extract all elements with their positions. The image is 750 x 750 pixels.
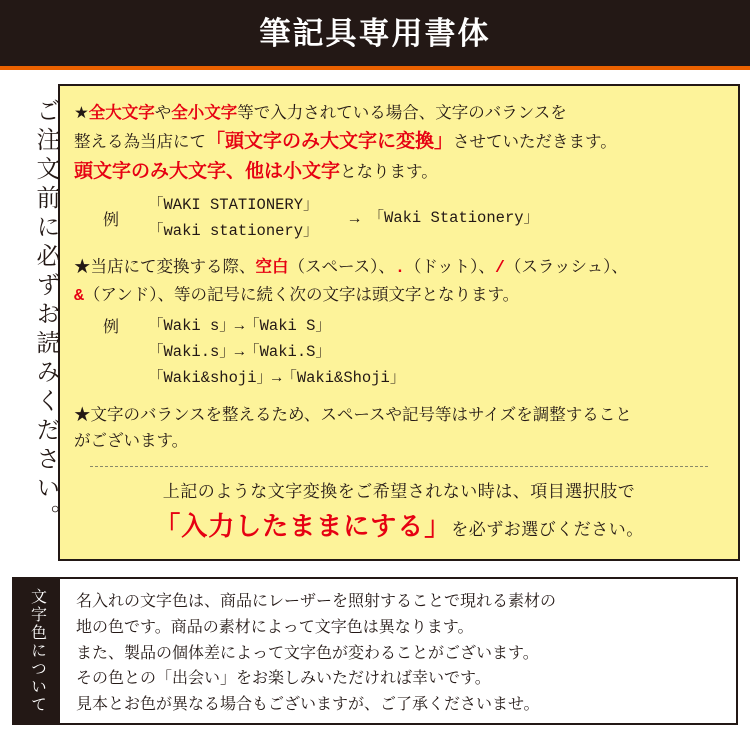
section1-example-left <box>148 193 319 244</box>
list-item: 「Waki.s」→「Waki.S」 <box>148 342 331 361</box>
section1-example-label: 例 <box>102 212 119 230</box>
section3-line2: がございます。 <box>74 431 189 451</box>
color-note-label: 文字色について <box>14 579 60 723</box>
section1-line1-star: ★ <box>74 103 89 122</box>
section3-line1: ★文字のバランスを整えるため、スペースや記号等はサイズを調整すること <box>74 404 632 424</box>
vertical-caption: ご注文前に必ずお読みください。 <box>32 98 58 533</box>
color-note-line: 見本とお色が異なる場合もございますが、ご了承くださいませ。 <box>76 696 540 714</box>
section2-line2-tail: （アンド）、等の記号に続く次の文字は頭文字となります。 <box>83 285 520 305</box>
section2-example-label: 例 <box>102 318 119 336</box>
closing-line2-tail: を必ずお選びください。 <box>451 519 644 539</box>
section2-line1-d: （スラッシュ）、 <box>504 257 628 277</box>
section1-line1-mid: や <box>154 103 172 122</box>
section1-line2-head: 整える為当店にて <box>74 131 206 151</box>
section1-line1-tail: 等で入力されている場合、文字のバランスを <box>237 103 567 122</box>
section2-line1-head: ★当店にて変換する際、 <box>74 257 256 277</box>
section2-line2-red: & <box>74 286 84 306</box>
color-note-line: また、製品の個体差によって文字色が変わることがございます。 <box>76 644 539 662</box>
color-note-line: その色との「出会い」をお楽しみいただければ幸いです。 <box>76 670 491 688</box>
section2-line1-c: （ドット）、 <box>404 257 495 277</box>
closing-line2 <box>74 506 724 543</box>
closing-emphasis: 「入力したままにする」 <box>154 511 452 541</box>
section1-line1-red1: 全大文字 <box>88 103 155 122</box>
section1-line3-tail: となります。 <box>340 161 438 181</box>
section2-example <box>74 313 724 392</box>
color-note-body <box>60 579 736 723</box>
section1-line3 <box>74 157 724 187</box>
section1-example-left-line2: 「waki stationery」 <box>148 221 319 240</box>
section2-line1-red1: 空白 <box>255 257 289 277</box>
color-note-section <box>12 577 738 725</box>
header-bar <box>0 0 750 66</box>
list-item: 「Waki s」→「Waki S」 <box>148 316 331 335</box>
list-item: 「Waki&shoji」→「Waki&Shoji」 <box>148 369 406 388</box>
section1-line1-red2: 全小文字 <box>171 103 238 122</box>
section2-example-lines <box>148 313 405 392</box>
section2-line1 <box>74 254 724 281</box>
section2-line1-red2: . <box>394 258 405 278</box>
notice-box <box>58 84 740 561</box>
section2-line1-b: （スペース）、 <box>288 257 395 277</box>
section1-example-left-line1: 「WAKI STATIONERY」 <box>148 196 319 215</box>
notice-section <box>0 70 750 561</box>
section1-line2-red: 「頭文字のみ大文字に変換」 <box>206 130 454 152</box>
divider <box>90 466 708 467</box>
color-note-line: 地の色です。商品の素材によって文字色は異なります。 <box>76 618 474 636</box>
page-title: 筆記具専用書体 <box>259 15 491 51</box>
section2-line1-red3: / <box>494 258 505 278</box>
section1-example-right: 「Waki Stationery」 <box>368 209 540 228</box>
color-note-line: 名入れの文字色は、商品にレーザーを照射することで現れる素材の <box>76 592 557 610</box>
section1-line3-red: 頭文字のみ大文字、他は小文字 <box>74 160 341 182</box>
section1-arrow-icon: → <box>346 209 363 227</box>
section1-example <box>74 193 724 244</box>
section1-line2-tail: させていただきます。 <box>453 131 617 151</box>
section1-line2 <box>74 127 724 157</box>
closing-line1: 上記のような文字変換をご希望されない時は、項目選択肢で <box>162 481 636 501</box>
section2-line2 <box>74 282 724 309</box>
section1-line1 <box>74 100 724 126</box>
